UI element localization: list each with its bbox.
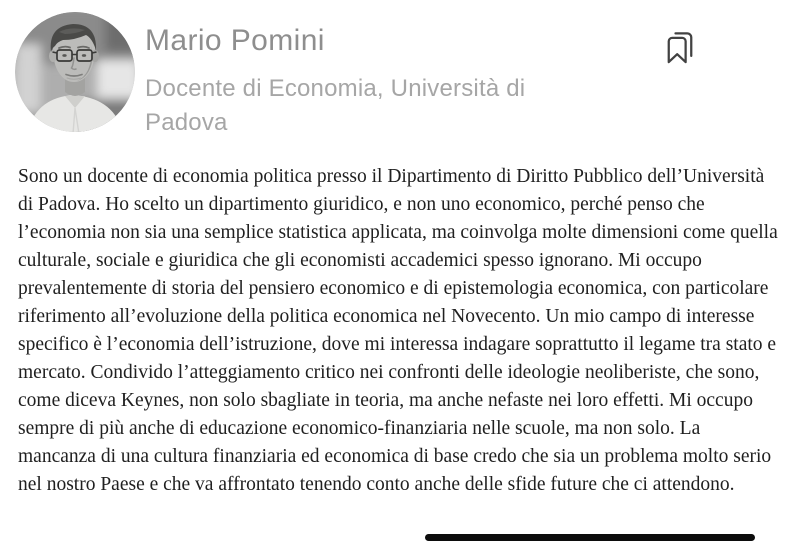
profile-name: Mario Pomini [145, 24, 325, 57]
bio-paragraph: Sono un docente di economia politica presso il Dipartimento di Diritto Pubblico dell’Università di Padova. Ho scelto un dipartimento giuridico, e non uno economico, perché penso che l’economia non sia una semplice statistica applicata, ma coinvolga molte dimensioni come quella culturale, sociale e giuridica che gli economisti accademici spesso ignorano. Mi occupo prevalentemente di storia del pensiero economico e di epistemologia economica, con particolare riferimento all’evoluzione della politica economica nel Novecento. Un mio campo di interesse specifico è l’economia dell’istruzione, dove mi interessa indagare soprattutto il legame tra stato e mercato. Condivido l’atteggiamento critico nei confronti delle ideologie neoliberiste, che sono, come diceva Keynes, non solo sbagliate in teoria, ma anche nefaste nei loro effetti. Mi occupo sempre di più anche di educazione economico-finanziaria nelle scuole, ma non solo. La mancanza di una cultura finanziaria ed economica di base credo che sia un problema molto serio nel nostro Paese e che va affrontato tenendo conto anche delle sfide future che ci attendono. [18, 166, 778, 495]
avatar-photo [15, 12, 135, 132]
avatar[interactable] [15, 12, 135, 132]
bookmark-save-icon [662, 30, 698, 66]
bookmark-save-button[interactable] [662, 28, 702, 68]
profile-subtitle: Docente di Economia, Università di Padova [145, 75, 526, 136]
home-indicator-bar[interactable] [425, 534, 755, 541]
